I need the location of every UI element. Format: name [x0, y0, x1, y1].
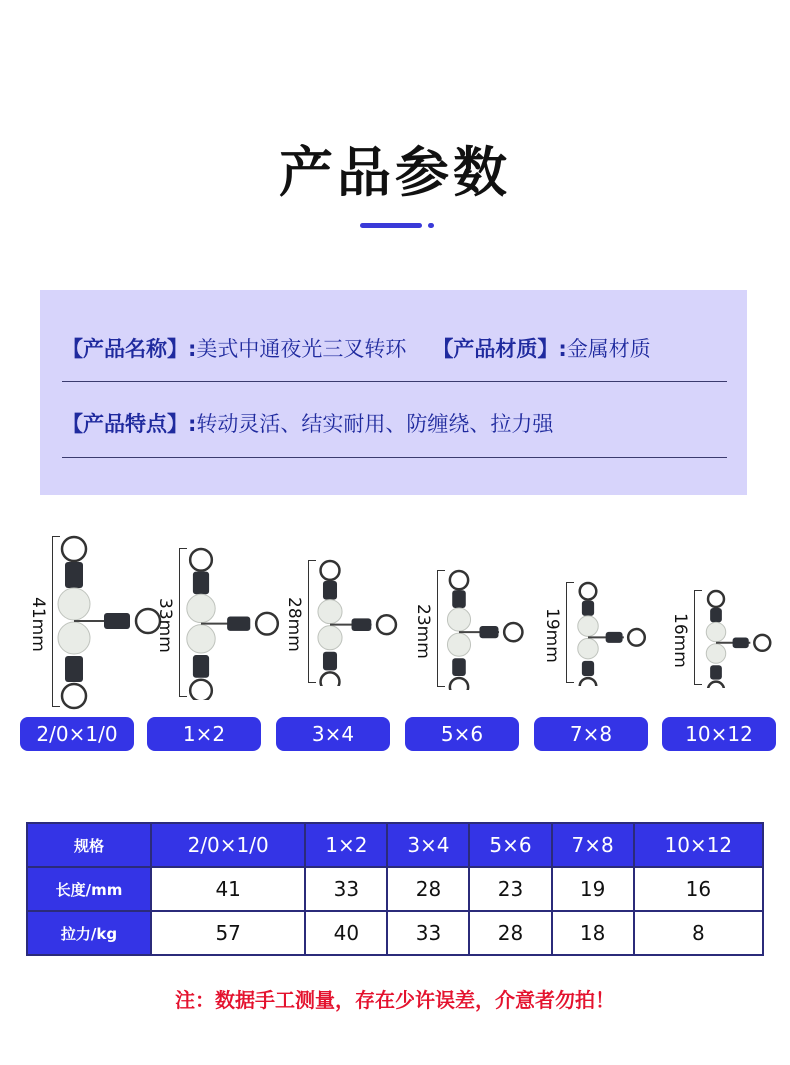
table-cell-strength: 18 — [552, 911, 634, 955]
title-underline-dot — [428, 223, 434, 228]
table-cell-size: 7×8 — [552, 823, 634, 867]
three-way-swivel-image — [312, 558, 422, 686]
swivel-ring — [190, 680, 212, 700]
glow-bead — [58, 588, 90, 620]
size-badge: 10×12 — [662, 717, 776, 751]
table-cell-strength: 40 — [305, 911, 387, 955]
table-header-length: 长度/mm — [27, 867, 151, 911]
swivel-barrel — [323, 581, 337, 600]
spec-table — [26, 822, 764, 956]
table-header-strength: 拉力/kg — [27, 911, 151, 955]
length-label: 19mm — [542, 608, 562, 663]
swivel-barrel — [352, 618, 372, 631]
table-row-strength — [27, 911, 763, 955]
swivel-barrel — [710, 665, 722, 679]
title-underline — [360, 223, 422, 228]
table-cell-size: 3×4 — [387, 823, 469, 867]
glow-bead — [58, 622, 90, 654]
product-feature-value: 转动灵活、结实耐用、防缠绕、拉力强 — [196, 412, 554, 436]
table-cell-length: 33 — [305, 867, 387, 911]
swivel-barrel — [582, 601, 594, 616]
swivel-ring — [450, 678, 468, 690]
swivel-barrel — [193, 655, 209, 678]
length-label: 16mm — [670, 613, 690, 668]
size-badge: 5×6 — [405, 717, 519, 751]
three-way-swivel-image — [56, 534, 166, 710]
swivel-ring — [708, 682, 724, 688]
dimension-line — [566, 582, 567, 682]
table-cell-strength: 28 — [469, 911, 551, 955]
size-badge: 1×2 — [147, 717, 261, 751]
glow-bead — [318, 600, 342, 624]
swivel-ring — [754, 635, 770, 651]
table-cell-length: 23 — [469, 867, 551, 911]
table-cell-length: 16 — [634, 867, 763, 911]
info-divider — [62, 457, 727, 458]
table-header-spec: 规格 — [27, 823, 151, 867]
glow-bead — [187, 625, 215, 653]
swivel-ring — [377, 615, 396, 634]
glow-bead — [578, 616, 598, 636]
swivel-barrel — [452, 590, 466, 608]
table-row-sizes — [27, 823, 763, 867]
table-cell-length: 41 — [151, 867, 305, 911]
swivel-barrel — [479, 626, 498, 638]
three-way-swivel-image — [441, 568, 551, 690]
length-label: 23mm — [413, 604, 433, 659]
product-info-box — [40, 290, 747, 495]
glow-bead — [318, 626, 342, 650]
table-cell-length: 28 — [387, 867, 469, 911]
swivel-ring — [580, 583, 597, 600]
swivel-ring — [708, 591, 724, 607]
table-cell-length: 19 — [552, 867, 634, 911]
glow-bead — [578, 638, 598, 658]
product-feature-key: 【产品特点】: — [62, 412, 197, 436]
table-row-length — [27, 867, 763, 911]
glow-bead — [447, 633, 470, 656]
product-material-value: 金属材质 — [566, 337, 651, 361]
glow-bead — [187, 594, 215, 622]
swivel-barrel — [193, 572, 209, 595]
info-row-features — [62, 408, 553, 438]
table-cell-size: 10×12 — [634, 823, 763, 867]
dimension-line — [308, 560, 309, 682]
swivel-gallery — [0, 520, 790, 770]
dimension-line — [179, 548, 180, 696]
swivel-ring — [450, 571, 468, 589]
dimension-line — [52, 536, 53, 706]
swivel-barrel — [452, 658, 466, 676]
swivel-ring — [321, 561, 340, 580]
table-cell-size: 1×2 — [305, 823, 387, 867]
swivel-ring — [62, 537, 86, 561]
swivel-ring — [321, 672, 340, 686]
dimension-line — [437, 570, 438, 686]
table-cell-strength: 8 — [634, 911, 763, 955]
table-cell-size: 5×6 — [469, 823, 551, 867]
size-badge: 7×8 — [534, 717, 648, 751]
dimension-line — [694, 590, 695, 684]
size-badge: 3×4 — [276, 717, 390, 751]
product-name-key: 【产品名称】: — [62, 337, 197, 361]
swivel-ring — [628, 629, 645, 646]
swivel-barrel — [582, 661, 594, 676]
swivel-barrel — [323, 652, 337, 671]
swivel-ring — [62, 684, 86, 708]
swivel-barrel — [227, 616, 250, 630]
product-material-key: 【产品材质】: — [432, 337, 567, 361]
length-label: 41mm — [28, 597, 48, 652]
table-cell-strength: 33 — [387, 911, 469, 955]
info-divider — [62, 381, 727, 382]
glow-bead — [706, 644, 725, 663]
swivel-ring — [580, 678, 597, 686]
length-label: 28mm — [284, 597, 304, 652]
length-label: 33mm — [155, 598, 175, 653]
glow-bead — [447, 608, 470, 631]
swivel-barrel — [733, 637, 749, 648]
swivel-barrel — [65, 562, 83, 588]
disclaimer-note: 注：数据手工测量，存在少许误差，介意者勿拍！ — [175, 988, 615, 1012]
size-badge: 2/0×1/0 — [20, 717, 134, 751]
three-way-swivel-image — [698, 588, 790, 688]
page-title: 产品参数 — [279, 141, 511, 204]
swivel-barrel — [104, 613, 130, 629]
info-row-name-material — [62, 333, 651, 363]
three-way-swivel-image — [570, 580, 680, 686]
glow-bead — [706, 622, 725, 641]
swivel-barrel — [606, 632, 623, 643]
product-name-value: 美式中通夜光三叉转环 — [196, 337, 407, 361]
swivel-ring — [504, 623, 522, 641]
swivel-ring — [190, 549, 212, 571]
table-cell-size: 2/0×1/0 — [151, 823, 305, 867]
swivel-barrel — [65, 656, 83, 682]
swivel-barrel — [710, 608, 722, 622]
three-way-swivel-image — [183, 546, 293, 700]
table-cell-strength: 57 — [151, 911, 305, 955]
swivel-ring — [256, 613, 278, 635]
